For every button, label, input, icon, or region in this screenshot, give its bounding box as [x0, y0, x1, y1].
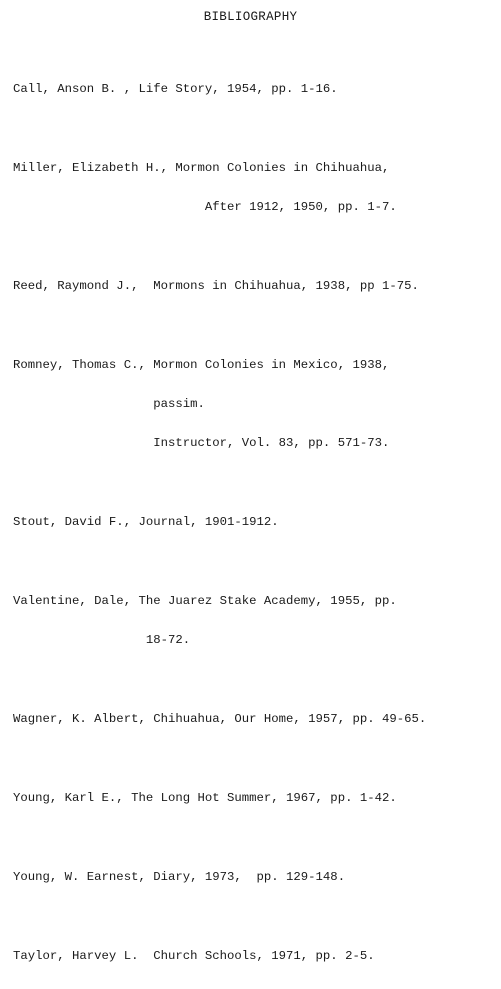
entry-line: Stout, David F., Journal, 1901-1912. — [13, 515, 279, 529]
entry-line: Call, Anson B. , Life Story, 1954, pp. 1-16. — [13, 82, 338, 96]
entry-line: Young, Karl E., The Long Hot Summer, 1967, pp. 1-42. — [13, 791, 397, 805]
bibliography-entry — [13, 254, 497, 319]
bibliography-entry — [13, 924, 497, 989]
entry-line: Taylor, Harvey L. Church Schools, 1971, pp. 2-5. — [13, 949, 375, 963]
page-title: BIBLIOGRAPHY — [203, 10, 298, 24]
entry-line: passim. — [13, 397, 205, 411]
entry-line: After 1912, 1950, pp. 1-7. — [13, 200, 397, 214]
bibliography-list — [13, 57, 497, 989]
bibliography-entry — [13, 333, 497, 476]
bibliography-entry — [13, 845, 497, 910]
entry-line: Young, W. Earnest, Diary, 1973, pp. 129-148. — [13, 870, 346, 884]
bibliography-entry — [13, 766, 497, 831]
entry-line: Romney, Thomas C., Mormon Colonies in Mexico, 1938, — [13, 358, 390, 372]
bibliography-entry — [13, 569, 497, 673]
entry-line: 18-72. — [13, 633, 191, 647]
bibliography-entry — [13, 687, 497, 752]
entry-line: Reed, Raymond J., Mormons in Chihuahua, 1938, pp 1-75. — [13, 279, 419, 293]
bibliography-entry — [13, 57, 497, 122]
entry-line: Valentine, Dale, The Juarez Stake Academy, 1955, pp. — [13, 594, 397, 608]
bibliography-entry — [13, 490, 497, 555]
entry-line: Wagner, K. Albert, Chihuahua, Our Home, 1957, pp. 49-65. — [13, 712, 427, 726]
entry-line: Instructor, Vol. 83, pp. 571-73. — [13, 436, 390, 450]
entry-line: Miller, Elizabeth H., Mormon Colonies in Chihuahua, — [13, 161, 390, 175]
bibliography-entry — [13, 136, 497, 240]
